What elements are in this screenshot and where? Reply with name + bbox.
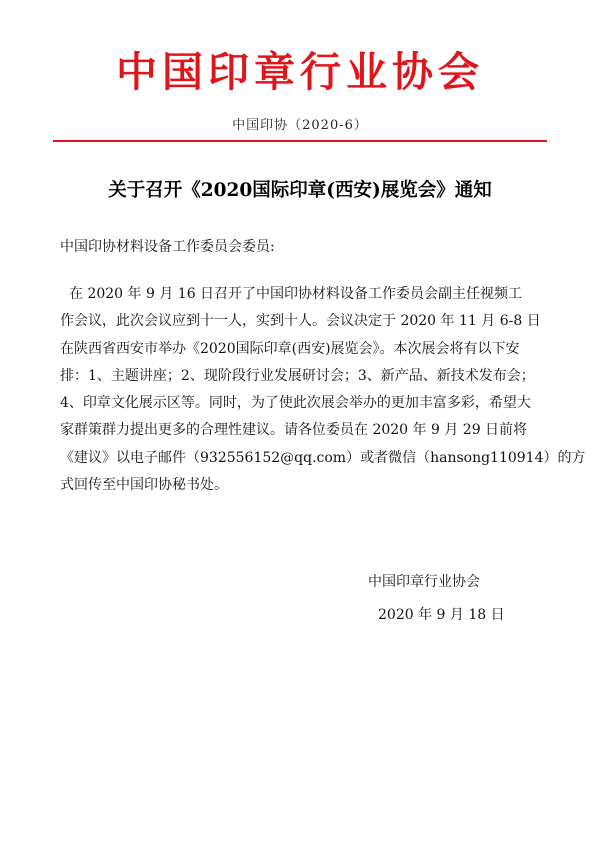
header-divider [53,140,547,142]
signature-date: 2020 年 9 月 18 日 [378,607,505,623]
body-line: 4、印章文化展示区等。同时，为了使此次展会举办的更加丰富多彩，希望大 [60,395,531,412]
body-line: 作会议，此次会议应到十一人，实到十人。会议决定于 2020 年 11 月 6-8 日 [60,313,541,330]
body-paragraph [60,281,586,499]
body-line: 在陕西省西安市举办《2020国际印章(西安)展览会》。本次展会将有以下安 [60,340,520,357]
body-line: 排：1、主题讲座；2、现阶段行业发展研讨会；3、新产品、新技术发布会； [60,367,535,384]
salutation: 中国印协材料设备工作委员会委员: [60,239,275,255]
body-line: 《建议》以电子邮件（932556152@qq.com）或者微信（hansong110914）的方 [60,449,586,466]
body-line: 家群策群力提出更多的合理性建议。请各位委员在 2020 年 9 月 29 日前将 [60,422,528,439]
document-title: 关于召开《2020国际印章(西安)展览会》通知 [108,180,492,201]
body-line: 在 2020 年 9 月 16 日召开了中国印协材料设备工作委员会副主任视频工 [69,286,523,302]
body-line: 式回传至中国印协秘书处。 [60,477,228,494]
org-header: 中国印章行业协会 [116,48,484,96]
signature-org: 中国印章行业协会 [368,574,480,590]
document-number: 中国印协（2020-6） [232,118,368,133]
